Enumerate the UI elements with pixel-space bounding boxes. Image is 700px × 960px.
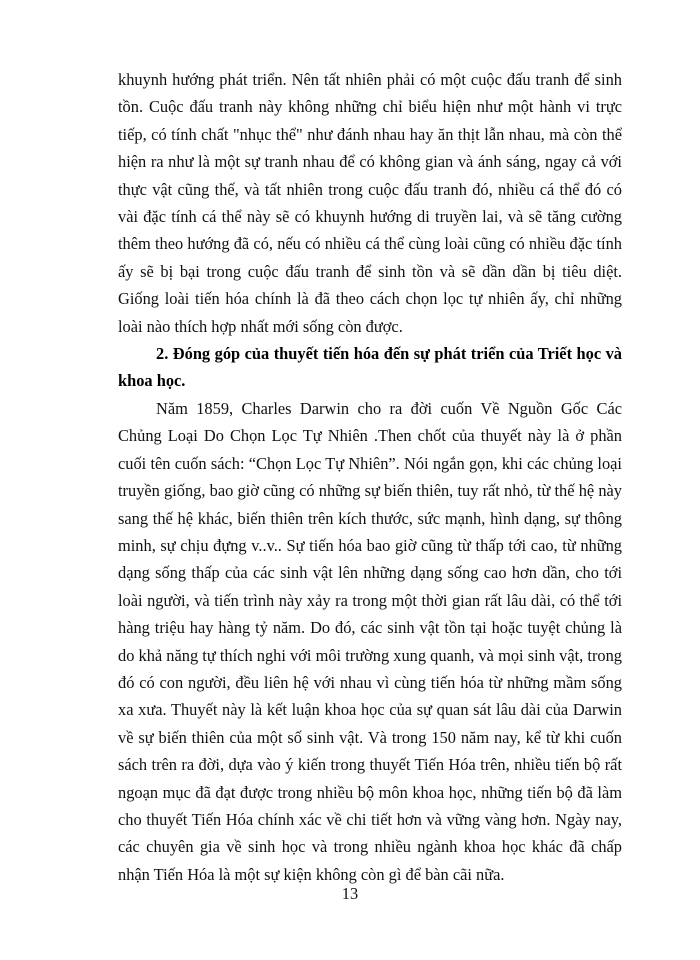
paragraph-darwin-evolution: Năm 1859, Charles Darwin cho ra đời cuốn Về Nguồn Gốc Các Chủng Loại Do Chọn Lọc Tự Nhiên .Then chốt của thuyết này là ở phần cuối tên cuốn sách: “Chọn Lọc Tự Nhiên”. Nói ngắn gọn, khi các chủng loại truyền giống, bao giờ cũng có những sự biến thiên, tuy rất nhỏ, từ thế hệ này sang thế hệ khác, biến thiên trên kích thước, sức mạnh, hình dạng, sự thông minh, sự chịu đựng v..v.. Sự tiến hóa bao giờ cũng từ thấp tới cao, từ những dạng sống thấp của các sinh vật lên những dạng sống cao hơn dần, cho tới loài người, và tiến trình này xảy ra trong một thời gian rất lâu dài, có thể tới hàng triệu hay hàng tỷ năm. Do đó, các sinh vật tồn tại hoặc tuyệt chủng là do khả năng tự thích nghi với môi trường xung quanh, và mọi sinh vật, trong đó có con người, đều liên hệ với nhau vì cùng tiến hóa từ những mầm sống xa xưa. Thuyết này là kết luận khoa học của sự quan sát lâu dài của Darwin về sự biến thiên của một số sinh vật. Và trong 150 năm nay, kể từ khi cuốn sách trên ra đời, dựa vào ý kiến trong thuyết Tiến Hóa trên, nhiều tiến bộ rất ngoạn mục đã đạt được trong nhiều bộ môn khoa học, những tiến bộ đã làm cho thuyết Tiến Hóa chính xác về chi tiết hơn và vững vàng hơn. Ngày nay, các chuyên gia về sinh học và trong nhiều ngành khoa học khác đã chấp nhận Tiến Hóa là một sự kiện không còn gì để bàn cãi nữa. [118, 398, 622, 884]
section-heading-2: 2. Đóng góp của thuyết tiến hóa đến sự phát triển của Triết học và khoa học. [118, 344, 622, 391]
paragraph-continued: khuynh hướng phát triển. Nên tất nhiên phải có một cuộc đấu tranh để sinh tồn. Cuộc đấu tranh này không những chỉ biểu hiện như một hành vi trực tiếp, có tính chất "nhục thể" như đánh nhau hay ăn thịt lẫn nhau, mà còn thể hiện ra như là một sự tranh nhau để có không gian và ánh sáng, ngay cả với thực vật cũng thế, và tất nhiên trong cuộc đấu tranh đó, nhiều cá thể đó có vài đặc tính cá thể này sẽ có khuynh hướng di truyền lai, và sẽ tăng cường thêm theo hướng đã có, nếu có nhiều cá thể cùng loài cũng có nhiều đặc tính ấy sẽ bị bại trong cuộc đấu tranh để sinh tồn và sẽ dần dần bị tiêu diệt. Giống loài tiến hóa chính là đã theo cách chọn lọc tự nhiên ấy, chỉ những loài nào thích hợp nhất mới sống còn được. [118, 70, 622, 336]
page-number: 13 [341, 884, 359, 903]
page-text-block [118, 66, 622, 888]
